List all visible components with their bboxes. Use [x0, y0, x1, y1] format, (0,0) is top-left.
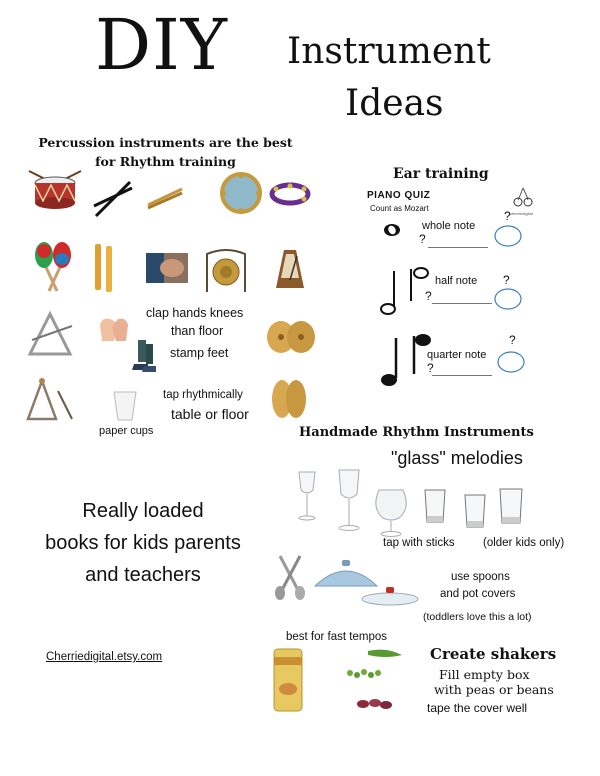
older-kids-text: (older kids only): [483, 537, 565, 549]
half-note-label: half note: [435, 275, 478, 287]
promo-line-1: Really loaded: [82, 500, 204, 522]
promo-line-3: and teachers: [85, 564, 201, 586]
piano-quiz-label: PIANO QUIZ: [367, 190, 431, 201]
cherries-logo-icon: [512, 186, 534, 208]
paper-cups-text: paper cups: [99, 425, 154, 437]
brandy-glass-icon: [371, 486, 411, 538]
percussion-heading-line2: for Rhythm training: [95, 154, 236, 169]
percussion-heading: [38, 133, 293, 171]
paper-cup-icon: [113, 390, 137, 422]
wine-glass-1-icon: [297, 470, 317, 522]
whole-question-2: ?: [504, 209, 511, 223]
toddlers-text: (toddlers love this a lot): [423, 611, 532, 623]
create-shakers-heading: Create shakers: [430, 645, 557, 663]
promo-line-2: books for kids parents: [45, 532, 241, 554]
quarter-question-1: ?: [427, 361, 434, 375]
tap-rhythm-text: tap rhythmically: [163, 389, 243, 401]
percussion-heading-line1: Percussion instruments are the best: [38, 135, 293, 150]
than-floor-text: than floor: [171, 324, 224, 338]
claves-icon: [93, 244, 115, 292]
title-ideas: Ideas: [345, 83, 444, 124]
whole-question-1: ?: [419, 232, 426, 246]
hand-cymbals-icon: [270, 378, 308, 420]
drumsticks-icon: [92, 180, 134, 218]
tape-cover-text: tape the cover well: [427, 701, 528, 715]
with-peas-text: with peas or beans: [434, 682, 554, 697]
etsy-link[interactable]: Cherriedigital.etsy.com: [46, 651, 163, 663]
stamping-feet-icon: [130, 340, 156, 374]
quarter-note-icon: [380, 334, 432, 390]
hands-drum-photo-icon: [146, 253, 188, 283]
clapping-hands-icon: [96, 313, 132, 343]
tumbler-1-icon: [423, 488, 447, 524]
triangle-icon: [26, 312, 74, 358]
whole-note-icon: [383, 223, 401, 237]
triangle-beater-icon: [26, 377, 76, 423]
half-answer-line: [432, 303, 492, 304]
count-as-mozart-label: Count as Mozart: [370, 204, 429, 213]
maracas-icon: [33, 241, 73, 293]
purple-tambourine-icon: [270, 183, 310, 205]
quarter-answer-line: [432, 375, 492, 376]
promo-text: [18, 495, 268, 591]
title-diy: DIY: [95, 4, 228, 86]
whole-answer-oval: [494, 224, 522, 248]
cymbals-icon: [265, 319, 317, 355]
tumbler-3-icon: [498, 487, 524, 525]
use-spoons-text: use spoons: [451, 571, 510, 583]
gong-icon: [203, 248, 249, 292]
drum-icon: [27, 167, 83, 211]
table-floor-text: table or floor: [171, 406, 249, 422]
quarter-note-label: quarter note: [427, 349, 487, 361]
handmade-heading: Handmade Rhythm Instruments: [299, 425, 534, 440]
tambourine-icon: [220, 172, 262, 214]
tap-sticks-text: tap with sticks: [383, 537, 455, 549]
title-instrument: Instrument: [287, 31, 491, 72]
fast-tempos-text: best for fast tempos: [286, 631, 387, 643]
stamp-feet-text: stamp feet: [170, 346, 229, 360]
clap-text: clap hands knees: [146, 306, 244, 320]
rhythm-sticks-icon: [146, 185, 184, 209]
shaker-can-icon: [272, 647, 304, 713]
half-question-2: ?: [503, 273, 510, 287]
whole-note-label: whole note: [422, 220, 476, 232]
brand-small-label: cherriedigital: [510, 211, 533, 216]
glass-melodies-text: "glass" melodies: [391, 448, 523, 468]
wine-glass-2-icon: [336, 468, 362, 532]
spoons-icon: [272, 552, 308, 600]
pot-covers-text: and pot covers: [440, 588, 516, 600]
whole-answer-line: [428, 247, 488, 248]
pot-cover-glass-icon: [360, 583, 420, 607]
quarter-answer-oval: [497, 350, 525, 374]
metronome-icon: [275, 248, 305, 290]
half-question-1: ?: [425, 289, 432, 303]
fill-box-text: Fill empty box: [439, 667, 530, 682]
half-note-icon: [379, 267, 431, 317]
peas-icon: [340, 647, 410, 683]
beans-icon: [355, 697, 395, 711]
tumbler-2-icon: [463, 493, 487, 529]
half-answer-oval: [494, 287, 522, 311]
ear-training-heading: Ear training: [393, 166, 489, 182]
quarter-question-2: ?: [509, 333, 516, 347]
